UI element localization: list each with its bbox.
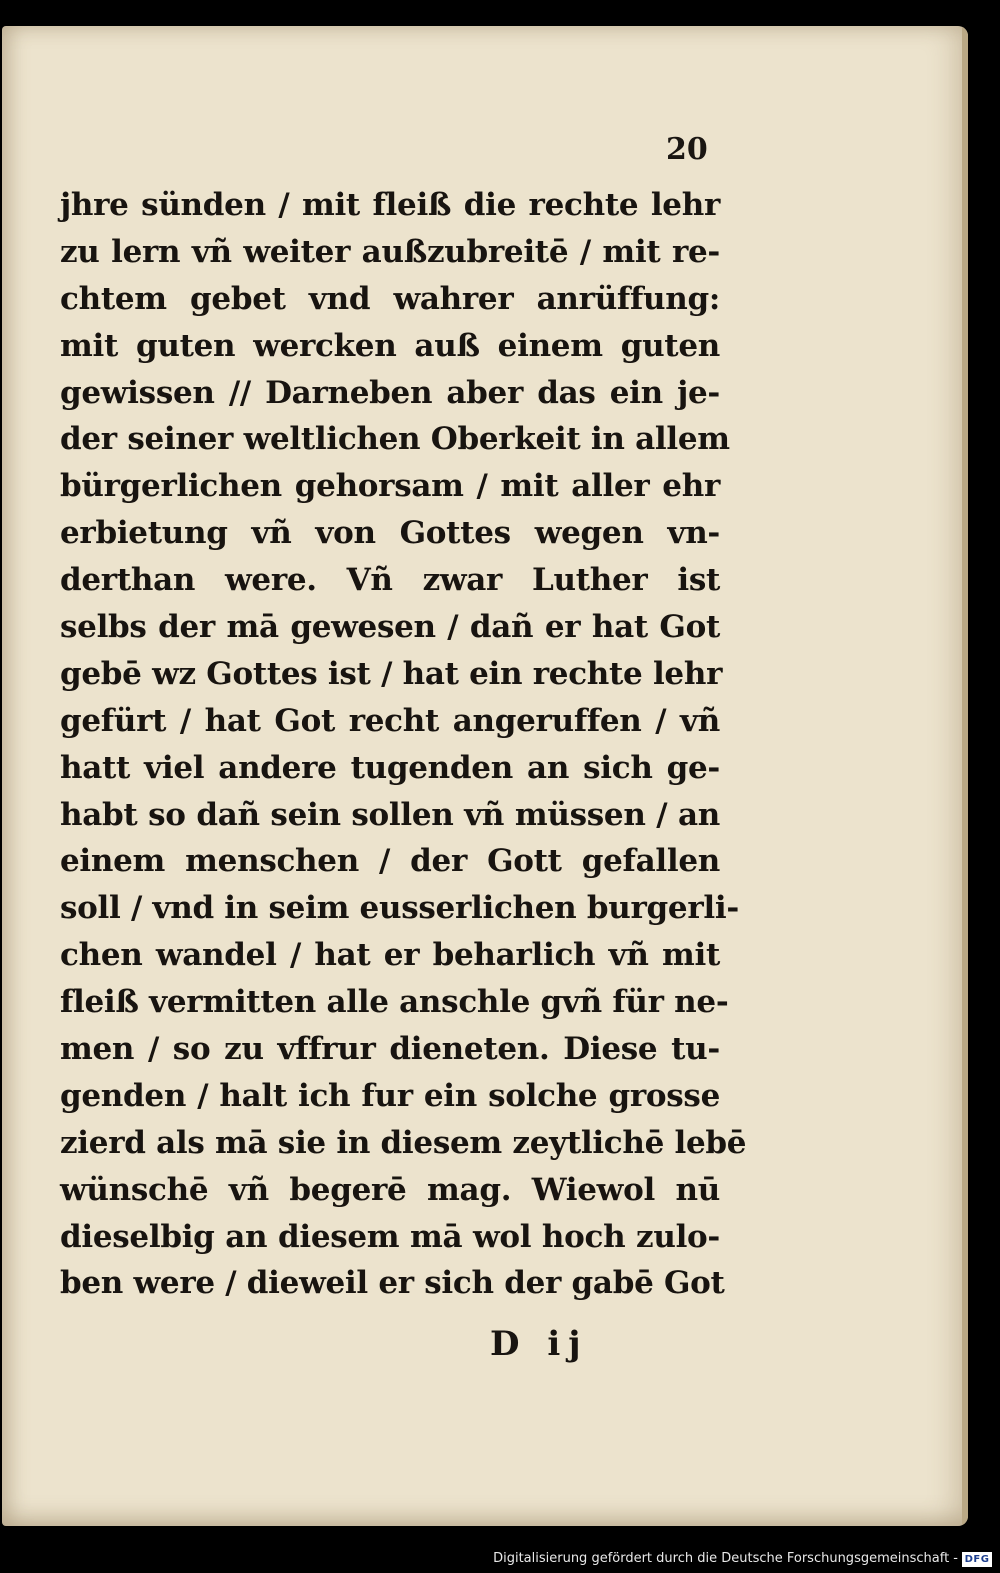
- text-line: wünschē vñ begerē mag. Wiewol nū: [60, 1171, 720, 1208]
- text-line: gewissen // Darneben aber das ein je-: [60, 374, 720, 411]
- text-line: chen wandel / hat er beharlich vñ mit: [60, 937, 720, 974]
- dfg-logo: DFG: [962, 1552, 992, 1567]
- text-line: gefürt / hat Got recht angeruffen / vñ: [60, 702, 720, 739]
- book-page: [2, 26, 968, 1526]
- text-block: [60, 182, 747, 1307]
- text-line: jhre sünden / mit fleiß die rechte lehr: [60, 187, 720, 223]
- text-line: einem menschen / der Gott gefallen: [60, 843, 720, 880]
- text-line: der seiner weltlichen Oberkeit in allem: [60, 421, 730, 458]
- funding-credit: Digitalisierung gefördert durch die Deutsche Forschungsgemeinschaft -: [493, 1551, 958, 1566]
- text-line: men / so zu vffrur dieneten. Diese tu-: [60, 1031, 720, 1068]
- text-line: soll / vnd in seim eusserlichen burgerli-: [60, 890, 739, 927]
- text-line: selbs der mā gewesen / dañ er hat Got: [60, 609, 720, 646]
- text-line: erbietung vñ von Gottes wegen vn-: [60, 515, 720, 552]
- text-line: fleiß vermitten alle anschle gvñ für ne-: [60, 984, 729, 1021]
- text-line: zierd als mā sie in diesem zeytlichē lebē: [60, 1124, 747, 1161]
- footer-bar: [0, 1547, 1000, 1573]
- text-line: hatt viel andere tugenden an sich ge-: [60, 749, 720, 786]
- text-line: zu lern vñ weiter außzubreitē / mit re-: [60, 233, 720, 270]
- text-line: mit guten wercken auß einem guten: [60, 327, 720, 364]
- page-edge: [962, 26, 968, 1526]
- folio-number: 20: [666, 132, 708, 167]
- signature-mark: D ij: [490, 1324, 589, 1364]
- text-line: genden / halt ich fur ein solche grosse: [60, 1077, 720, 1114]
- text-line: derthan were. Vñ zwar Luther ist: [60, 562, 720, 599]
- text-line: ben were / dieweil er sich der gabē Got: [60, 1265, 725, 1302]
- text-line: dieselbig an diesem mā wol hoch zulo-: [60, 1218, 720, 1255]
- text-line: bürgerlichen gehorsam / mit aller ehr: [60, 468, 720, 505]
- text-line: chtem gebet vnd wahrer anrüffung:: [60, 280, 720, 317]
- text-line: gebē wz Gottes ist / hat ein rechte lehr: [60, 655, 723, 692]
- text-line: habt so dañ sein sollen vñ müssen / an: [60, 796, 720, 833]
